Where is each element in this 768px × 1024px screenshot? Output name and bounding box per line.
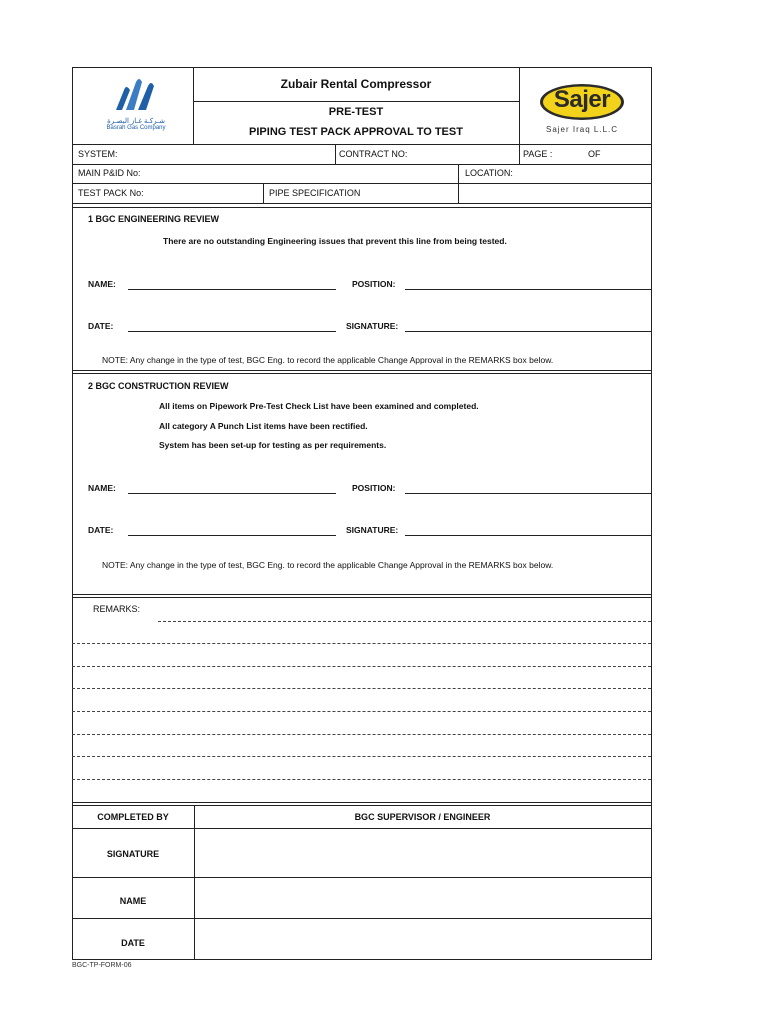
project-title: Zubair Rental Compressor: [280, 77, 432, 91]
form-right-border: [651, 67, 652, 960]
section1-note: NOTE: Any change in the type of test, BGC Eng. to record the applicable Change Approval in the REMARKS box below.: [102, 355, 554, 365]
section2-line3: System has been set-up for testing as per requirements.: [159, 440, 387, 450]
supervisor-header: BGC SUPERVISOR / ENGINEER: [354, 812, 491, 822]
section1-signature-line[interactable]: [405, 331, 651, 332]
test-pack-label: TEST PACK No:: [78, 188, 144, 198]
header-divider-right: [519, 67, 520, 144]
of-label: OF: [588, 149, 601, 159]
page-label: PAGE :: [523, 149, 553, 159]
section2-name-line[interactable]: [128, 493, 336, 494]
section1-statement: There are no outstanding Engineering issues that prevent this line from being tested.: [163, 236, 507, 246]
section2-date-line[interactable]: [128, 535, 336, 536]
signoff-row-divider: [72, 828, 652, 829]
section1-name-label: NAME:: [88, 279, 116, 289]
section-divider: [72, 373, 652, 374]
section1-name-line[interactable]: [128, 289, 336, 290]
completed-by-header: COMPLETED BY: [97, 812, 169, 822]
form-code: BGC-TP-FORM-06: [72, 962, 132, 969]
remarks-line[interactable]: [72, 666, 651, 667]
section1-title: 1 BGC ENGINEERING REVIEW: [88, 214, 220, 224]
row-divider: [72, 144, 652, 145]
row-divider: [72, 164, 652, 165]
section2-signature-line[interactable]: [405, 535, 651, 536]
section-divider: [72, 597, 652, 598]
section2-line1: All items on Pipework Pre-Test Check List have been examined and completed.: [159, 401, 479, 411]
section2-title: 2 BGC CONSTRUCTION REVIEW: [88, 381, 229, 391]
row-divider: [72, 203, 652, 204]
remarks-line[interactable]: [72, 779, 651, 780]
form-bottom-border: [72, 959, 652, 960]
section1-date-line[interactable]: [128, 331, 336, 332]
sajer-logo-text: Sajer: [553, 86, 611, 113]
remarks-line[interactable]: [72, 734, 651, 735]
signoff-signature-cell[interactable]: [196, 830, 650, 876]
form-top-border: [72, 67, 652, 68]
section2-position-line[interactable]: [405, 493, 651, 494]
remarks-line[interactable]: [72, 756, 651, 757]
section2-date-label: DATE:: [88, 525, 114, 535]
system-label: SYSTEM:: [78, 149, 118, 159]
section-divider: [72, 805, 652, 806]
section1-date-label: DATE:: [88, 321, 114, 331]
section2-name-label: NAME:: [88, 483, 116, 493]
row-divider: [72, 183, 652, 184]
section-divider: [72, 594, 652, 595]
section1-position-label: POSITION:: [352, 279, 396, 289]
remarks-label: REMARKS:: [93, 604, 141, 614]
sajer-logo: [538, 82, 626, 122]
sajer-logo-caption: Sajer Iraq L.L.C: [545, 125, 619, 134]
signoff-row-divider: [72, 877, 652, 878]
main-pid-label: MAIN P&ID No:: [78, 168, 141, 178]
col-divider: [335, 144, 336, 164]
pipe-spec-label: PIPE SPECIFICATION: [269, 188, 361, 198]
doc-type: PRE-TEST: [328, 106, 384, 118]
bgc-logo-caption-ar: شـركـة غـاز البصـرة: [107, 118, 165, 125]
section2-line2: All category A Punch List items have been rectified.: [159, 421, 368, 431]
section2-signature-label: SIGNATURE:: [346, 525, 399, 535]
section2-position-label: POSITION:: [352, 483, 396, 493]
section1-position-line[interactable]: [405, 289, 651, 290]
signoff-name-cell[interactable]: [196, 879, 650, 917]
bgc-logo-caption-en: Basrah Gas Company: [106, 125, 166, 131]
signoff-signature-label: SIGNATURE: [106, 849, 160, 859]
section-divider: [72, 207, 652, 208]
remarks-line[interactable]: [72, 688, 651, 689]
section-divider: [72, 370, 652, 371]
bgc-logo-icon: [108, 72, 164, 112]
col-divider: [519, 144, 520, 164]
signoff-date-cell[interactable]: [196, 920, 650, 958]
section2-note: NOTE: Any change in the type of test, BGC Eng. to record the applicable Change Approval in the REMARKS box below.: [102, 560, 554, 570]
contract-no-label: CONTRACT NO:: [339, 149, 408, 159]
form-left-border: [72, 67, 73, 960]
location-label: LOCATION:: [465, 168, 513, 178]
signoff-row-divider: [72, 918, 652, 919]
remarks-line[interactable]: [158, 621, 651, 622]
remarks-line[interactable]: [72, 711, 651, 712]
header-title-divider: [193, 101, 519, 102]
signoff-date-label: DATE: [121, 938, 145, 948]
bgc-logo: [108, 72, 164, 112]
col-divider: [458, 164, 459, 203]
signoff-name-label: NAME: [119, 896, 147, 906]
section1-signature-label: SIGNATURE:: [346, 321, 399, 331]
section-divider: [72, 802, 652, 803]
col-divider: [263, 183, 264, 203]
doc-title: PIPING TEST PACK APPROVAL TO TEST: [249, 126, 463, 138]
remarks-line[interactable]: [72, 643, 651, 644]
